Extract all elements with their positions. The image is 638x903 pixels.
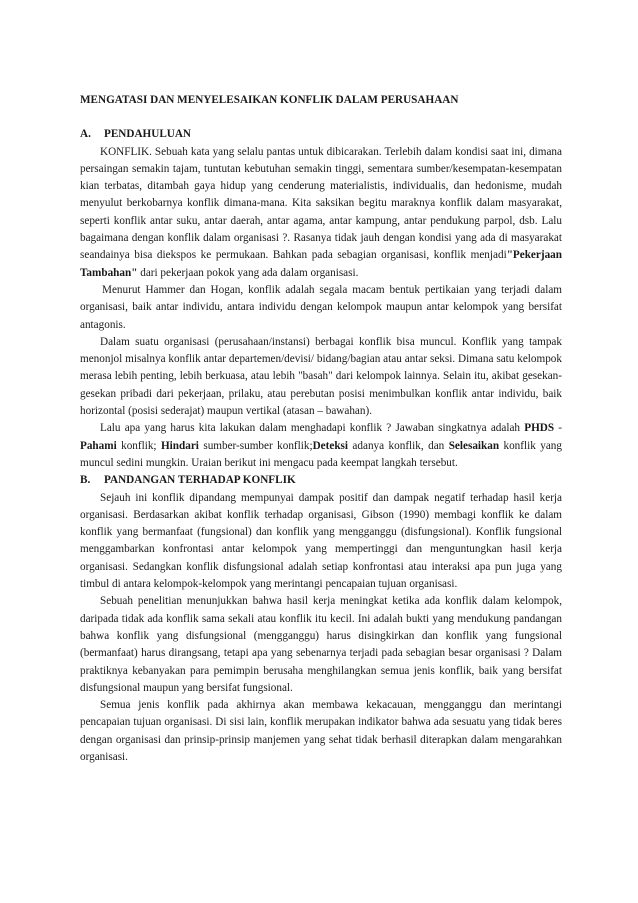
bold-pahami: Pahami xyxy=(80,439,117,452)
bold-phds: PHDS xyxy=(524,422,555,435)
section-number: A. xyxy=(80,128,91,141)
section-number: B. xyxy=(80,474,91,487)
section-title: PANDANGAN TERHADAP KONFLIK xyxy=(104,474,296,487)
paragraph-text: Menurut Hammer dan Hogan, konflik adalah segala macam bentuk pertikaian yang terjadi dalam organisasi, baik antar individu, antara individu dengan kelompok maupun antar kelompok yang bersifat antagonis. xyxy=(80,283,562,331)
paragraph-konflik-intro xyxy=(80,144,562,282)
document-title: MENGATASI DAN MENYELESAIKAN KONFLIK DALAM PERUSAHAAN xyxy=(80,94,459,106)
paragraph-phds xyxy=(80,420,562,472)
bold-phrase-pekerjaan-tambahan: "Pekerjaan Tambahan" xyxy=(80,249,562,279)
paragraph-text: Sejauh ini konflik dipandang mempunyai dampak positif dan dampak negatif terhadap hasil kerja organisasi. Berdasarkan akibat konflik terhadap organisasi, Gibson (1990) membagi konflik ke dalam konflik yang bermanfaat (fungsional) dan konflik yang mengganggu (disfungsional). Konflik fungsional menggambarkan konfrontasi antar kelompok yang mempertinggi dan menguntungkan hasil kerja organisasi. Sedangkan konflik disfungsional adalah setiap konfrontasi atau interaksi apa pun juga yang timbul di antara kelompok-kelompok yang merintangi pencapaian tujuan organisasi. xyxy=(80,491,562,591)
konflik-text: konflik; xyxy=(116,439,161,452)
paragraph-hammer-hogan xyxy=(80,282,562,334)
bold-selesaikan: Selesaikan xyxy=(448,439,500,452)
section-heading-pandangan xyxy=(80,472,562,489)
section-title: PENDAHULUAN xyxy=(104,128,192,141)
paragraph-text-tail: konflik yang muncul sedini mungkin. Uraian berikut ini mengacu pada keempat langkah tersebut. xyxy=(80,439,562,469)
paragraph-penelitian xyxy=(80,593,562,697)
paragraph-text-tail: dari pekerjaan pokok yang ada dalam organisasi. xyxy=(137,266,359,279)
paragraph-organisasi-konflik xyxy=(80,334,562,420)
bold-deteksi: Deteksi xyxy=(312,439,348,452)
paragraph-text: KONFLIK. Sebuah kata yang selalu pantas untuk dibicarakan. Terlebih dalam kondisi saat ini, dimana persaingan semakin tajam, tuntutan kebutuhan semakin tinggi, sementara sumber/kesempatan-kesempatan kian terbatas, ditambah gaya hidup yang cenderung materialistis, individualis, dan hedonisme, mudah menyulut berkobarnya konflik dimana-mana. Kita saksikan begitu maraknya konflik dalam masyarakat, seperti konflik antar suku, antar daerah, antar agama, antar kampung, antar pendukung parpol, dsb. Lalu bagaimana dengan konflik dalam organisasi ?. Rasanya tidak jauh dengan kondisi yang ada di masyarakat seandainya bisa diekspos ke permukaan. Bahkan pada sebagian organisasi, konflik menjadi xyxy=(80,145,562,262)
paragraph-semua-jenis-konflik xyxy=(80,697,562,766)
section-heading-pendahuluan xyxy=(80,126,562,143)
paragraph-text: Semua jenis konflik pada akhirnya akan membawa kekacauan, mengganggu dan merintangi pencapaian tujuan organisasi. Di sisi lain, konflik merupakan indikator bahwa ada sesuatu yang tidak beres dengan organisasi dan prinsip-prinsip manjemen yang sehat tidak berhasil diterapkan dalam mengarahkan organisasi. xyxy=(80,699,562,763)
bold-hindari: Hindari xyxy=(160,439,199,452)
paragraph-text: Lalu apa yang harus kita lakukan dalam menghadapi konflik ? Jawaban singkatnya adalah xyxy=(100,422,521,435)
sumber-text: sumber-sumber konflik; xyxy=(198,439,313,452)
paragraph-text: Sebuah penelitian menunjukkan bahwa hasil kerja meningkat ketika ada konflik dalam kelompok, daripada tidak ada konflik sama sekali atau konflik itu kecil. Ini adalah bukti yang mendukung pandangan bahwa konflik yang disfungsional (mengganggu) harus disingkirkan dan konflik yang fungsional (bermanfaat) harus dirangsang, tetapi apa yang sebenarnya terjadi pada sebagian besar organisasi ? Dalam praktiknya kebanyakan para pemimpin berusaha menghilangkan semua jenis konflik, baik yang bersifat disfungsional maupun yang bersifat fungsional. xyxy=(80,595,562,694)
adanya-text: adanya konflik, dan xyxy=(348,439,449,452)
document-page xyxy=(80,92,562,766)
paragraph-text: Dalam suatu organisasi (perusahaan/instansi) berbagai konflik bisa muncul. Konflik yang tampak menonjol misalnya konflik antar departemen/devisi/ bidang/bagian atau antar seksi. Dimana satu kelompok merasa lebih penting, lebih berkuasa, atau lebih "basah" dari kelompok lainnya. Selain itu, akibat gesekan-gesekan pribadi dari pekerjaan, prilaku, atau perebutan posisi menimbulkan konflik antar individu, baik horizontal (posisi sederajat) maupun vertikal (atasan – bawahan). xyxy=(80,335,562,418)
paragraph-dampak-konflik xyxy=(80,490,562,594)
dash-text: - xyxy=(554,422,563,435)
